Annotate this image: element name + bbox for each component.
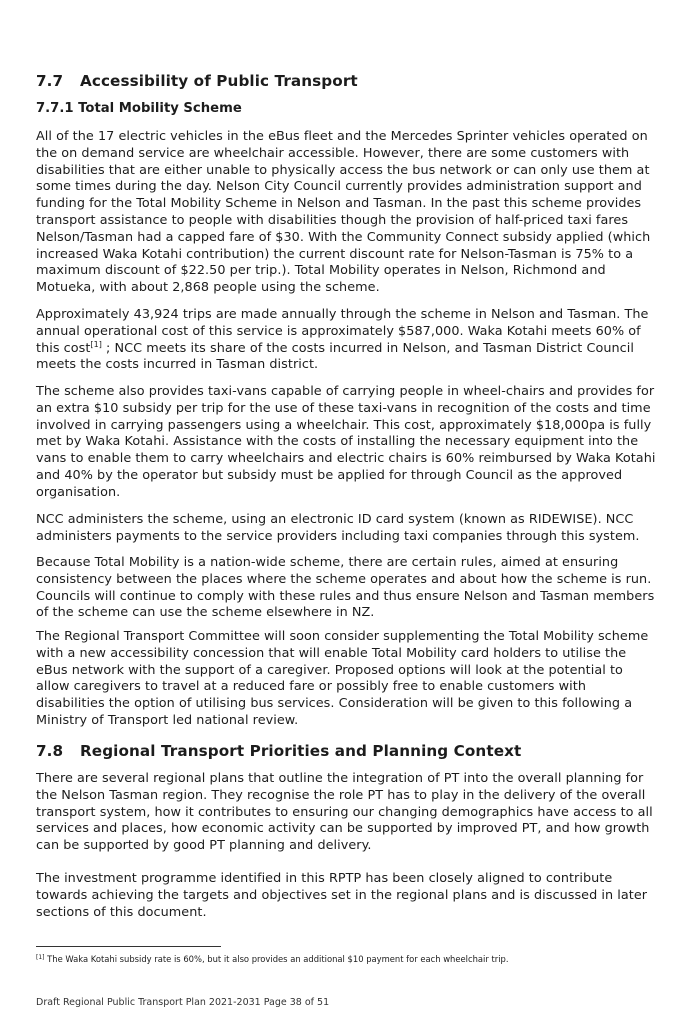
paragraph-national-rules: Because Total Mobility is a nation-wide scheme, there are certain rules, aimed at ensuring consistency between the places where the scheme operates and about how the scheme is run. Councils will continue to comply with these rules and thus ensure Nelson and Tasman members of the scheme can use the scheme elsewhere in NZ. [36,555,655,621]
cost-text-after: ; NCC meets its share of the costs incurred in Nelson, and Tasman District Council meets the costs incurred in Tasman district. [36,340,634,373]
section-number: 7.8 [36,742,64,760]
paragraph-accessibility-concession: The Regional Transport Committee will soon consider supplementing the Total Mobility scheme with a new accessibility concession that will enable Total Mobility card holders to utilise the eBus network with the support of a caregiver. Proposed options will look at the potential to allow caregivers to travel at a reduced fare or possibly free to enable customers with disabilities the option of utilising bus services. Consideration will be given to this following a Ministry of Transport led national review. [36,629,649,728]
subsection-heading-7-7-1: 7.7.1 Total Mobility Scheme [36,101,242,116]
section-heading-7-8 [36,742,521,760]
section-title: Regional Transport Priorities and Planning Context [80,742,522,760]
section-title: Accessibility of Public Transport [80,72,358,90]
footnote-reference[interactable]: [1] [90,339,102,349]
paragraph-ev-fleet: All of the 17 electric vehicles in the eBus fleet and the Mercedes Sprinter vehicles operated on the on demand service are wheelchair accessible. However, there are some customers with disabilities that are either unable to physically access the bus network or can only use them at some times during the day. Nelson City Council currently provides administration support and funding for the Total Mobility Scheme in Nelson and Tasman. In the past this scheme provides transport assistance to people with disabilities though the provision of half-priced taxi fares Nelson/Tasman had a capped fare of $30. With the Community Connect subsidy applied (which increased Waka Kotahi contribution) the current discount rate for Nelson-Tasman is 75% to a maximum discount of $22.50 per trip.). Total Mobility operates in Nelson, Richmond and Motueka, with about 2,868 people using the scheme. [36,129,651,296]
paragraph-trip-costs [36,307,658,374]
paragraph-taxi-vans: The scheme also provides taxi-vans capable of carrying people in wheel-chairs and provides for an extra $10 subsidy per trip for the use of these taxi-vans in recognition of the costs and time involved in carrying passengers using a wheelchair. This cost, approximately $18,000pa is fully met by Waka Kotahi. Assistance with the costs of installing the necessary equipment into the vans to enable them to carry wheelchairs and electric chairs is 60% reimbursed by Waka Kotahi and 40% by the operator but subsidy must be applied for through Council as the approved organisation. [36,384,656,500]
paragraph-investment-programme: The investment programme identified in this RPTP has been closely aligned to contribute towards achieving the targets and objectives set in the regional plans and is discussed in later sections of this document. [36,871,648,920]
paragraph-ridewise: NCC administers the scheme, using an electronic ID card system (known as RIDEWISE). NCC administers payments to the service providers including taxi companies through this system. [36,512,640,544]
section-heading-7-7 [36,72,358,90]
cost-text-before: Approximately 43,924 trips are made annually through the scheme in Nelson and Tasman. The annual operational cost of this service is approximately $587,000. Waka Kotahi meets 60% of this cost [36,307,649,356]
section-number: 7.7 [36,72,64,90]
footnote-marker: [1] [36,954,45,961]
footnote [36,954,509,965]
paragraph-regional-plans: There are several regional plans that outline the integration of PT into the overall planning for the Nelson Tasman region. They recognise the role PT has to play in the delivery of the overall transport system, how it contributes to ensuring our changing demographics have access to all services and places, how economic activity can be supported by improved PT, and how growth can be supported by good PT planning and delivery. [36,771,653,854]
page-footer: Draft Regional Public Transport Plan 2021-2031 Page 38 of 51 [36,997,330,1008]
footnote-separator [36,946,221,947]
footnote-text: The Waka Kotahi subsidy rate is 60%, but it also provides an additional $10 payment for each wheelchair trip. [44,954,509,964]
